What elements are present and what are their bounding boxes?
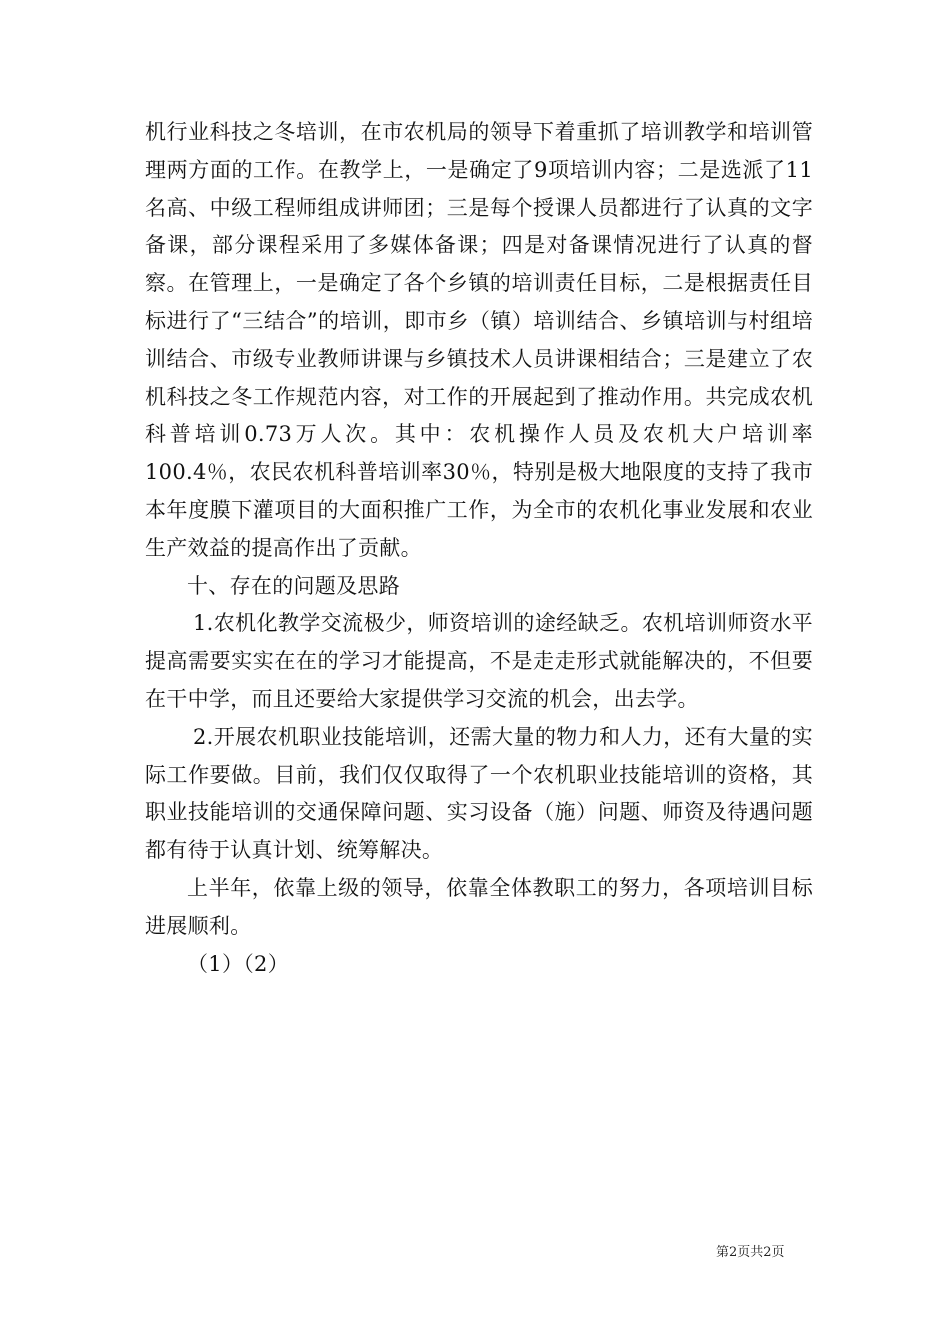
paragraph-problem-2: 2.开展农机职业技能培训，还需大量的物力和人力，还有大量的实际工作要做。目前，我们仅仅取得了一个农机职业技能培训的资格，其职业技能培训的交通保障问题、实习设备（施）问题、师资及待遇问题都有待于认真计划、统筹解决。: [145, 724, 813, 863]
document-body: [145, 114, 813, 983]
paragraph-problem-1: 1.农机化教学交流极少，师资培训的途经缺乏。农机培训师资水平提高需要实实在在的学习才能提高，不是走走形式就能解决的，不但要在干中学，而且还要给大家提供学习交流的机会，出去学。: [145, 611, 813, 711]
paragraph-numbering: （1）（2）: [187, 951, 290, 976]
paragraph-training-summary: 机行业科技之冬培训，在市农机局的领导下着重抓了培训教学和培训管理两方面的工作。在教学上，一是确定了9项培训内容；二是选派了11名高、中级工程师组成讲师团；三是每个授课人员都进行了认真的文字备课，部分课程采用了多媒体备课；四是对备课情况进行了认真的督察。在管理上，一是确定了各个乡镇的培训责任目标，二是根据责任目标进行了“三结合”的培训，即市乡（镇）培训结合、乡镇培训与村组培训结合、市级专业教师讲课与乡镇技术人员讲课相结合；三是建立了农机科技之冬工作规范内容，对工作的开展起到了推动作用。共完成农机科普培训0.73万人次。其中：农机操作人员及农机大户培训率100.4％，农民农机科普培训率30％，特别是极大地限度的支持了我市本年度膜下灌项目的大面积推广工作，为全市的农机化事业发展和农业生产效益的提高作出了贡献。: [145, 120, 813, 560]
paragraph-conclusion: 上半年，依靠上级的领导，依靠全体教职工的努力，各项培训目标进展顺利。: [145, 875, 813, 938]
page-number-footer: 第2页共2页: [716, 1245, 785, 1260]
section-heading-problems: 十、存在的问题及思路: [187, 573, 400, 598]
